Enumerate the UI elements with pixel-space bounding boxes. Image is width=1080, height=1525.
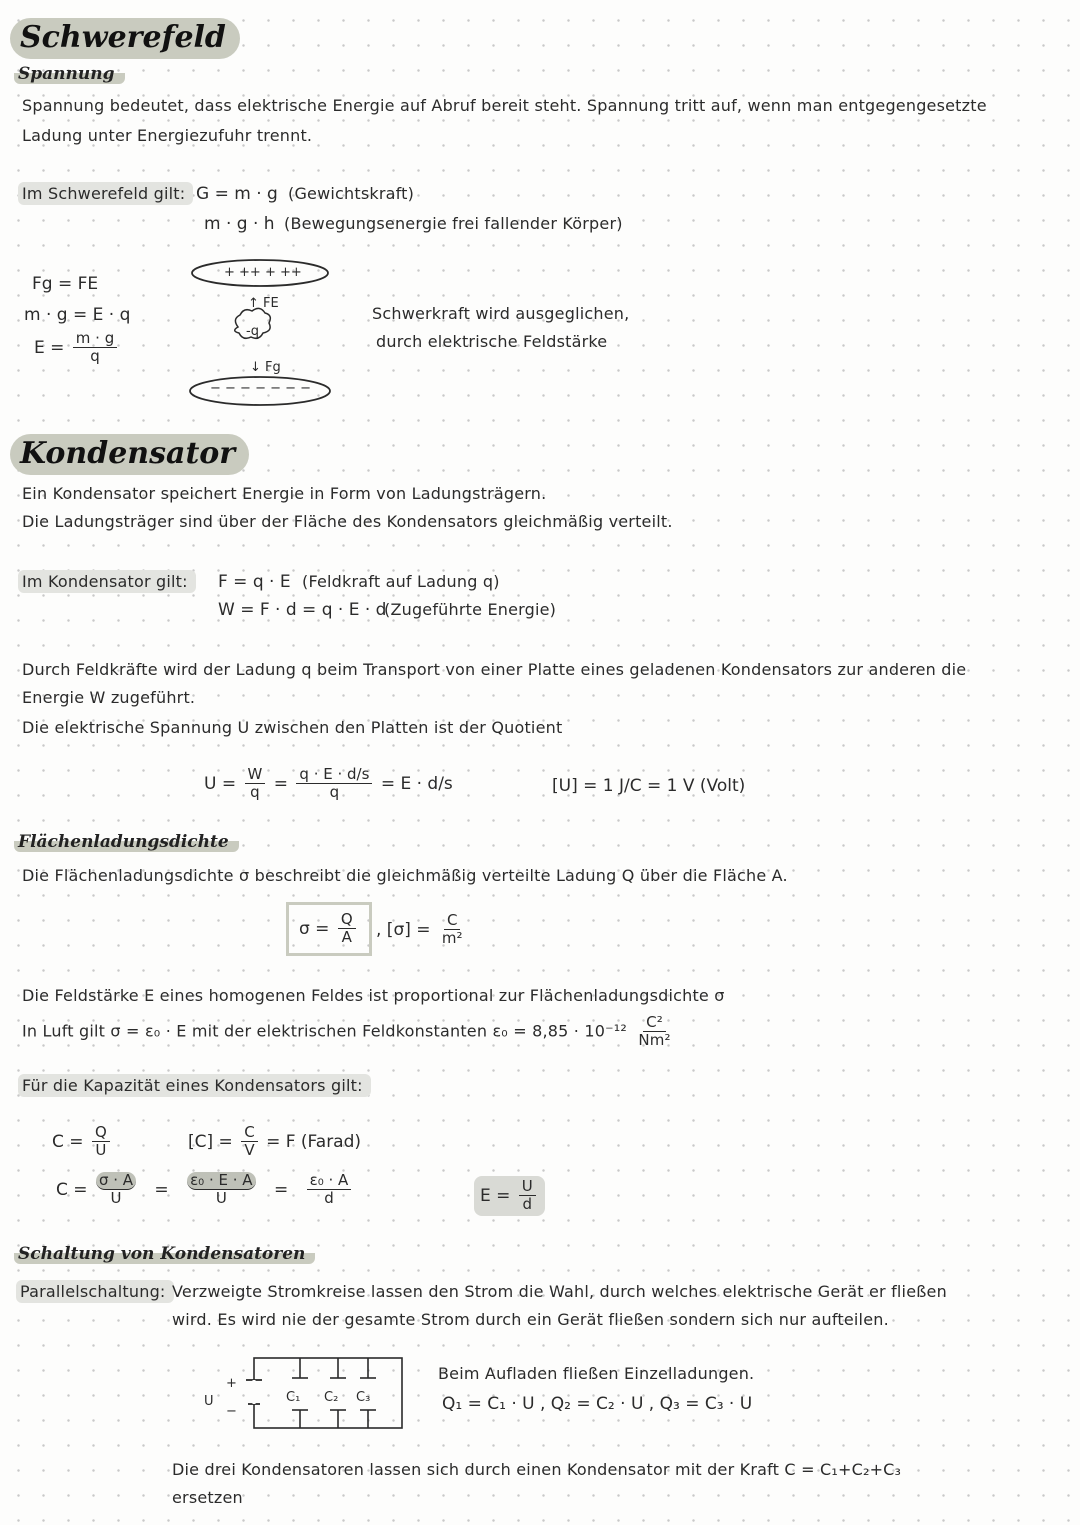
eq-e-formula: E = $\frac{m \cdot g}{q}$ bbox=[34, 330, 120, 366]
flaechenladungsdichte-definition: Die Flächenladungsdichte σ beschreibt die gleichmäßig verteilte Ladung Q über die Fläche A. bbox=[22, 866, 788, 885]
section-title-kondensator: Kondensator bbox=[10, 434, 249, 475]
arrow-fg: ↓ Fg bbox=[250, 360, 281, 375]
spannung-intro-line2: Ladung unter Energiezufuhr trennt. bbox=[22, 126, 313, 145]
feldkraft-para-line1: Durch Feldkräfte wird der Ladung q beim Transport von einer Platte eines geladenen Kondensators zur anderen die bbox=[22, 660, 967, 679]
einzelladungen-formulas: Q₁ = C₁ · U , Q₂ = C₂ · U , Q₃ = C₃ · U bbox=[442, 1394, 753, 1414]
section-title-schwerefeld: Schwerefeld bbox=[10, 18, 240, 59]
formula-unit-volt: [U] = 1 J/C = 1 V (Volt) bbox=[552, 776, 746, 796]
circuit-c1: C₁ bbox=[286, 1390, 301, 1405]
formula-feldkraft: F = q · E bbox=[218, 572, 291, 592]
formula-c-q-u: C = $\frac{Q}{U}$ bbox=[52, 1124, 113, 1160]
parallelschaltung-line2: wird. Es wird nie der gesamte Strom durch ein Gerät fließen sondern sich nur aufteilen. bbox=[172, 1310, 889, 1329]
formula-arbeit: W = F · d = q · E · d bbox=[218, 600, 387, 620]
formula-spannung-u: U = $\frac{W}{q}$ = $\frac{q \cdot E \cdot d/s}{q}$ = E · d/s bbox=[204, 765, 453, 802]
kapazitaet-label: Für die Kapazität eines Kondensators gilt: bbox=[18, 1074, 371, 1097]
formula-c-unit: [C] = $\frac{C}{V}$ = F (Farad) bbox=[188, 1123, 362, 1160]
formula-feldkraft-note: (Feldkraft auf Ladung q) bbox=[302, 572, 500, 591]
feldkraft-para-line2: Energie W zugeführt. bbox=[22, 688, 196, 707]
feldkonstante-text: In Luft gilt σ = ε₀ · E mit der elektrischen Feldkonstanten ε₀ = 8,85 · 10⁻¹² $\frac{\text{C²}}{\text{Nm²}}$ bbox=[22, 1013, 671, 1050]
plate-bottom-charges: − − − − − − − bbox=[210, 381, 312, 396]
schwerkraft-note-line2: durch elektrische Feldstärke bbox=[376, 332, 608, 351]
eq-mg-eq: m · g = E · q bbox=[24, 305, 131, 325]
arrow-fe: ↑ FE bbox=[248, 296, 279, 311]
charge-label: -q bbox=[246, 324, 259, 339]
kondensator-gilt-label: Im Kondensator gilt: bbox=[18, 570, 196, 593]
circuit-c2: C₂ bbox=[324, 1390, 339, 1405]
heading-spannung: Spannung bbox=[14, 64, 125, 84]
circuit-c3: C₃ bbox=[356, 1390, 371, 1405]
schwerkraft-note-line1: Schwerkraft wird ausgeglichen, bbox=[372, 304, 630, 323]
formula-arbeit-note: (Zugeführte Energie) bbox=[384, 600, 557, 619]
circuit-u-label: U bbox=[204, 1394, 214, 1409]
kondensator-intro-line2: Die Ladungsträger sind über der Fläche des Kondensators gleichmäßig verteilt. bbox=[22, 512, 673, 531]
formula-energie: m · g · h bbox=[204, 214, 275, 234]
feldstaerke-proportional-text: Die Feldstärke E eines homogenen Feldes ist proportional zur Flächenladungsdichte σ bbox=[22, 986, 725, 1005]
circuit-minus: − bbox=[226, 1404, 237, 1419]
parallelschaltung-line1: Verzweigte Stromkreise lassen den Strom die Wahl, durch welches elektrische Gerät er fließen bbox=[172, 1282, 947, 1301]
formula-sigma-unit: , [σ] = $\frac{C}{\text{m²}}$ bbox=[376, 911, 463, 948]
formula-energie-note: (Bewegungsenergie frei fallender Körper) bbox=[284, 214, 623, 233]
formula-c-derivation: C = $\frac{\sigma \cdot A}{U}$ = $\frac{\text{ε₀ · E · A}}{U}$ = $\frac{\text{ε₀ · A}}{d}$ bbox=[56, 1172, 354, 1208]
plate-top-charges: + ++ + ++ bbox=[224, 265, 302, 280]
aufladen-note: Beim Aufladen fließen Einzelladungen. bbox=[438, 1364, 755, 1383]
schwerefeld-gilt-label: Im Schwerefeld gilt: bbox=[18, 182, 193, 205]
formula-e-u-d: E = $\frac{U}{d}$ bbox=[474, 1176, 545, 1216]
circuit-plus: + bbox=[226, 1376, 237, 1391]
ersatz-line2: ersetzen bbox=[172, 1488, 243, 1507]
spannung-intro-line1: Spannung bedeutet, dass elektrische Energie auf Abruf bereit steht. Spannung tritt auf, wenn man entgegengesetzte bbox=[22, 96, 987, 115]
kondensator-intro-line1: Ein Kondensator speichert Energie in Form von Ladungsträgern. bbox=[22, 484, 547, 503]
eq-fg-fe: Fg = FE bbox=[32, 274, 99, 294]
formula-sigma-box: σ = $\frac{Q}{A}$ bbox=[286, 902, 372, 956]
heading-flaechenladungsdichte: Flächenladungsdichte bbox=[14, 832, 239, 852]
spannung-quotient-text: Die elektrische Spannung U zwischen den Platten ist der Quotient bbox=[22, 718, 563, 737]
formula-gewichtskraft: G = m · g bbox=[196, 184, 278, 204]
heading-schaltung: Schaltung von Kondensatoren bbox=[14, 1244, 315, 1264]
formula-gewichtskraft-note: (Gewichtskraft) bbox=[288, 184, 415, 203]
ersatz-line1: Die drei Kondensatoren lassen sich durch einen Kondensator mit der Kraft C = C₁+C₂+C₃ bbox=[172, 1460, 902, 1479]
parallelschaltung-label: Parallelschaltung: bbox=[16, 1280, 174, 1303]
